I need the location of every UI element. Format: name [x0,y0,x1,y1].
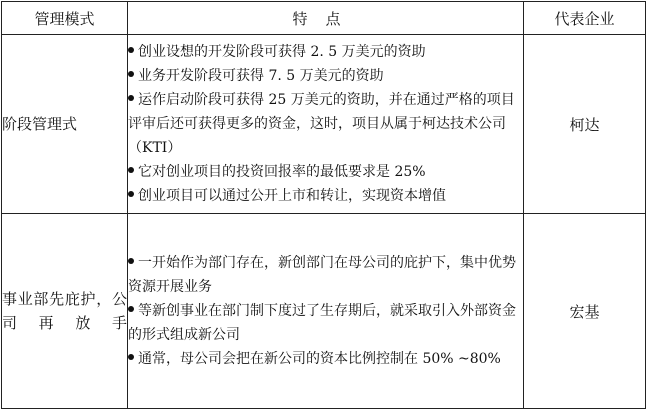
feature-text: 运作启动阶段可获得 25 万美元的资助，并在通过严格的项目评审后还可获得更多的资金，这时，项目从属于柯达技术公司（KTI） [128,92,515,156]
feature-item [128,184,523,208]
company-cell: 宏基 [524,214,646,409]
feature-item [128,299,523,347]
mode-cell: 事业部先庇护，公司再放手 [2,214,128,409]
bullet-dot-icon [128,167,134,173]
feature-text: 创业设想的开发阶段可获得 2. 5 万美元的资助 [138,44,426,60]
header-company: 代表企业 [524,2,646,35]
table-row [2,35,646,214]
feature-text: 通常，母公司会把在新公司的资本比例控制在 50% ~80% [138,351,501,367]
features-cell [128,214,524,409]
feature-item [128,251,523,299]
mode-cell: 阶段管理式 [2,35,128,214]
feature-item [128,160,523,184]
bullet-dot-icon [128,95,134,101]
feature-text: 一开始作为部门存在，新创部门在母公司的庇护下，集中优势资源开展业务 [128,255,516,295]
feature-text: 业务开发阶段可获得 7. 5 万美元的资助 [138,68,384,84]
bullet-dot-icon [128,47,134,53]
feature-item [128,64,523,88]
header-row [2,2,646,35]
feature-text: 它对创业项目的投资回报率的最低要求是 25% [138,164,426,180]
bullet-dot-icon [128,306,134,312]
feature-item [128,88,523,160]
bullet-dot-icon [128,354,134,360]
header-mode: 管理模式 [2,2,128,35]
feature-item [128,40,523,64]
bullet-dot-icon [128,258,134,264]
feature-item [128,347,523,371]
header-features: 特点 [128,2,524,35]
feature-text: 等新创事业在部门制下度过了生存期后，就采取引入外部资金的形式组成新公司 [128,303,516,343]
table-row [2,214,646,409]
features-cell [128,35,524,214]
enterprise-management-table [1,1,646,409]
bullet-dot-icon [128,71,134,77]
company-cell: 柯达 [524,35,646,214]
bullet-dot-icon [128,191,134,197]
feature-text: 创业项目可以通过公开上市和转让，实现资本增值 [138,188,446,204]
